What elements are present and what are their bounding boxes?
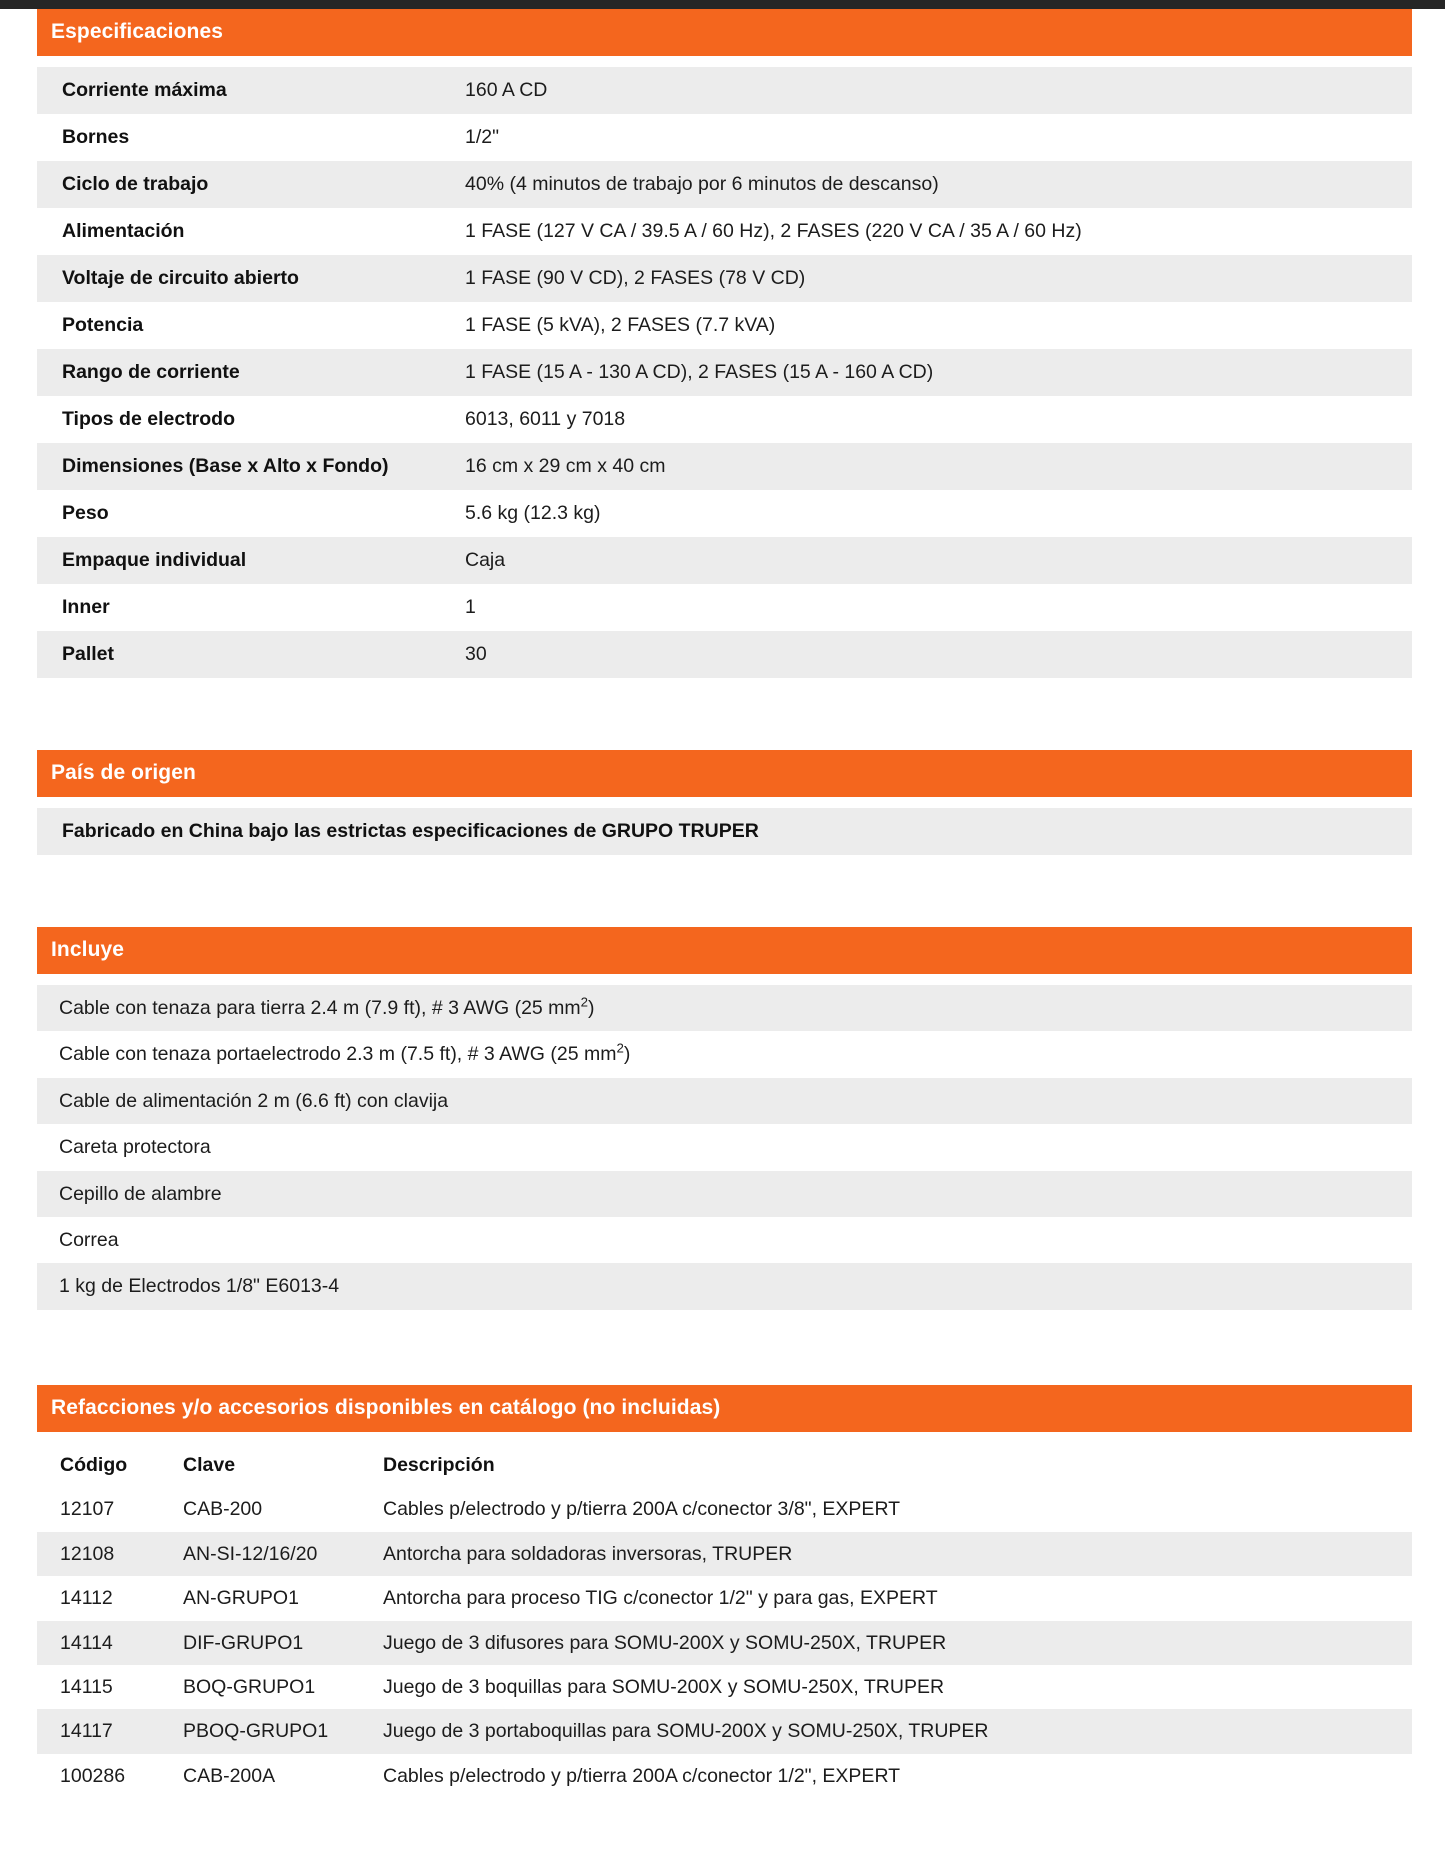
- spare-part-descripcion: Juego de 3 portaboquillas para SOMU-200X y SOMU-250X, TRUPER: [383, 1709, 1412, 1753]
- specification-label: Potencia: [37, 302, 462, 349]
- section-header-incluye: Incluye: [37, 927, 1412, 974]
- page-top-bar: [0, 0, 1445, 9]
- country-of-origin-list: [37, 808, 1412, 854]
- specification-value: 1 FASE (90 V CD), 2 FASES (78 V CD): [462, 255, 1412, 302]
- spare-part-codigo: 14114: [37, 1621, 183, 1665]
- specification-label: Tipos de electrodo: [37, 396, 462, 443]
- specification-row: [37, 396, 1412, 443]
- specification-row: [37, 255, 1412, 302]
- specification-label: Voltaje de circuito abierto: [37, 255, 462, 302]
- product-datasheet: [0, 9, 1445, 1798]
- includes-row: [37, 1171, 1412, 1217]
- section-header-pais-de-origen: País de origen: [37, 750, 1412, 797]
- includes-item-text: 1 kg de Electrodos 1/8" E6013-4: [37, 1263, 1412, 1309]
- specification-value: 1 FASE (5 kVA), 2 FASES (7.7 kVA): [462, 302, 1412, 349]
- specification-value: 1 FASE (127 V CA / 39.5 A / 60 Hz), 2 FASES (220 V CA / 35 A / 60 Hz): [462, 208, 1412, 255]
- country-of-origin-row: [37, 808, 1412, 854]
- country-of-origin-text: Fabricado en China bajo las estrictas especificaciones de GRUPO TRUPER: [37, 808, 1412, 854]
- includes-row: [37, 985, 1412, 1031]
- specification-row: [37, 302, 1412, 349]
- specification-row: [37, 537, 1412, 584]
- spare-parts-table-head: [37, 1443, 1412, 1487]
- spare-part-descripcion: Antorcha para soldadoras inversoras, TRUPER: [383, 1532, 1412, 1576]
- specification-value: 30: [462, 631, 1412, 678]
- includes-item-text: Careta protectora: [37, 1124, 1412, 1170]
- spare-part-codigo: 14115: [37, 1665, 183, 1709]
- spare-part-codigo: 14112: [37, 1576, 183, 1620]
- spare-parts-row: [37, 1709, 1412, 1753]
- specification-row: [37, 349, 1412, 396]
- specification-label: Peso: [37, 490, 462, 537]
- spare-part-codigo: 100286: [37, 1754, 183, 1798]
- spare-part-descripcion: Juego de 3 boquillas para SOMU-200X y SOMU-250X, TRUPER: [383, 1665, 1412, 1709]
- spare-parts-header-row: [37, 1443, 1412, 1487]
- spacer-after-pais-de-origen: [0, 855, 1445, 927]
- section-incluye: [0, 927, 1445, 1310]
- specification-label: Dimensiones (Base x Alto x Fondo): [37, 443, 462, 490]
- spare-part-codigo: 12108: [37, 1532, 183, 1576]
- includes-row: [37, 1263, 1412, 1309]
- specification-value: 1: [462, 584, 1412, 631]
- spare-parts-table-body: [37, 1487, 1412, 1798]
- spare-part-descripcion: Juego de 3 difusores para SOMU-200X y SOMU-250X, TRUPER: [383, 1621, 1412, 1665]
- spare-parts-header-codigo: Código: [60, 1453, 128, 1476]
- specification-row: [37, 161, 1412, 208]
- spare-part-clave: CAB-200A: [183, 1754, 383, 1798]
- superscript-two: 2: [616, 1040, 624, 1056]
- spare-part-descripcion: Cables p/electrodo y p/tierra 200A c/conector 1/2", EXPERT: [383, 1754, 1412, 1798]
- spare-part-clave: DIF-GRUPO1: [183, 1621, 383, 1665]
- specification-row: [37, 490, 1412, 537]
- spare-part-clave: AN-SI-12/16/20: [183, 1532, 383, 1576]
- spare-part-codigo: 12107: [37, 1487, 183, 1531]
- spare-parts-table: [37, 1443, 1412, 1798]
- spare-parts-row: [37, 1576, 1412, 1620]
- includes-row: [37, 1217, 1412, 1263]
- specification-value: 6013, 6011 y 7018: [462, 396, 1412, 443]
- includes-row: [37, 1078, 1412, 1124]
- specification-value: 5.6 kg (12.3 kg): [462, 490, 1412, 537]
- spare-part-clave: AN-GRUPO1: [183, 1576, 383, 1620]
- includes-item-text: Cable con tenaza para tierra 2.4 m (7.9 ft), # 3 AWG (25 $mm^2$): [37, 985, 1412, 1031]
- specifications-table-body: [37, 67, 1412, 678]
- includes-item-text: Cepillo de alambre: [37, 1171, 1412, 1217]
- specification-value: 1 FASE (15 A - 130 A CD), 2 FASES (15 A - 160 A CD): [462, 349, 1412, 396]
- spare-part-codigo: 14117: [37, 1709, 183, 1753]
- spare-part-descripcion: Cables p/electrodo y p/tierra 200A c/conector 3/8", EXPERT: [383, 1487, 1412, 1531]
- spare-part-clave: CAB-200: [183, 1487, 383, 1531]
- specification-label: Pallet: [37, 631, 462, 678]
- spacer-after-incluye: [0, 1310, 1445, 1385]
- country-of-origin-list-body: [37, 808, 1412, 854]
- specification-row: [37, 114, 1412, 161]
- specification-label: Empaque individual: [37, 537, 462, 584]
- specification-label: Corriente máxima: [37, 67, 462, 114]
- specification-value: 1/2": [462, 114, 1412, 161]
- includes-row: [37, 1031, 1412, 1077]
- spare-parts-row: [37, 1754, 1412, 1798]
- specification-row: [37, 208, 1412, 255]
- spare-parts-row: [37, 1621, 1412, 1665]
- spare-part-clave: BOQ-GRUPO1: [183, 1665, 383, 1709]
- specification-label: Bornes: [37, 114, 462, 161]
- spare-parts-row: [37, 1487, 1412, 1531]
- spacer-after-especificaciones: [0, 678, 1445, 750]
- specification-label: Ciclo de trabajo: [37, 161, 462, 208]
- section-header-especificaciones: Especificaciones: [37, 9, 1412, 56]
- specifications-table: [37, 67, 1412, 678]
- specification-value: 40% (4 minutos de trabajo por 6 minutos de descanso): [462, 161, 1412, 208]
- section-pais-de-origen: [0, 750, 1445, 855]
- specification-label: Alimentación: [37, 208, 462, 255]
- specification-label: Rango de corriente: [37, 349, 462, 396]
- spare-parts-header-clave: Clave: [183, 1453, 236, 1476]
- specification-row: [37, 584, 1412, 631]
- spare-parts-row: [37, 1665, 1412, 1709]
- specification-value: 160 A CD: [462, 67, 1412, 114]
- spare-part-clave: PBOQ-GRUPO1: [183, 1709, 383, 1753]
- section-refacciones: [0, 1385, 1445, 1799]
- includes-item-text: Cable de alimentación 2 m (6.6 ft) con clavija: [37, 1078, 1412, 1124]
- includes-list: [37, 985, 1412, 1310]
- section-especificaciones: [0, 9, 1445, 678]
- specification-row: [37, 631, 1412, 678]
- specification-value: Caja: [462, 537, 1412, 584]
- spare-parts-row: [37, 1532, 1412, 1576]
- specification-row: [37, 443, 1412, 490]
- spare-parts-header-descripcion: Descripción: [383, 1453, 495, 1476]
- specification-label: Inner: [37, 584, 462, 631]
- includes-item-text: Cable con tenaza portaelectrodo 2.3 m (7.5 ft), # 3 AWG (25 $mm^2$): [37, 1031, 1412, 1077]
- includes-item-text: Correa: [37, 1217, 1412, 1263]
- specification-row: [37, 67, 1412, 114]
- includes-row: [37, 1124, 1412, 1170]
- section-header-refacciones: Refacciones y/o accesorios disponibles en catálogo (no incluidas): [37, 1385, 1412, 1432]
- includes-list-body: [37, 985, 1412, 1310]
- spare-part-descripcion: Antorcha para proceso TIG c/conector 1/2" y para gas, EXPERT: [383, 1576, 1412, 1620]
- superscript-two: 2: [580, 994, 589, 1010]
- specification-value: 16 cm x 29 cm x 40 cm: [462, 443, 1412, 490]
